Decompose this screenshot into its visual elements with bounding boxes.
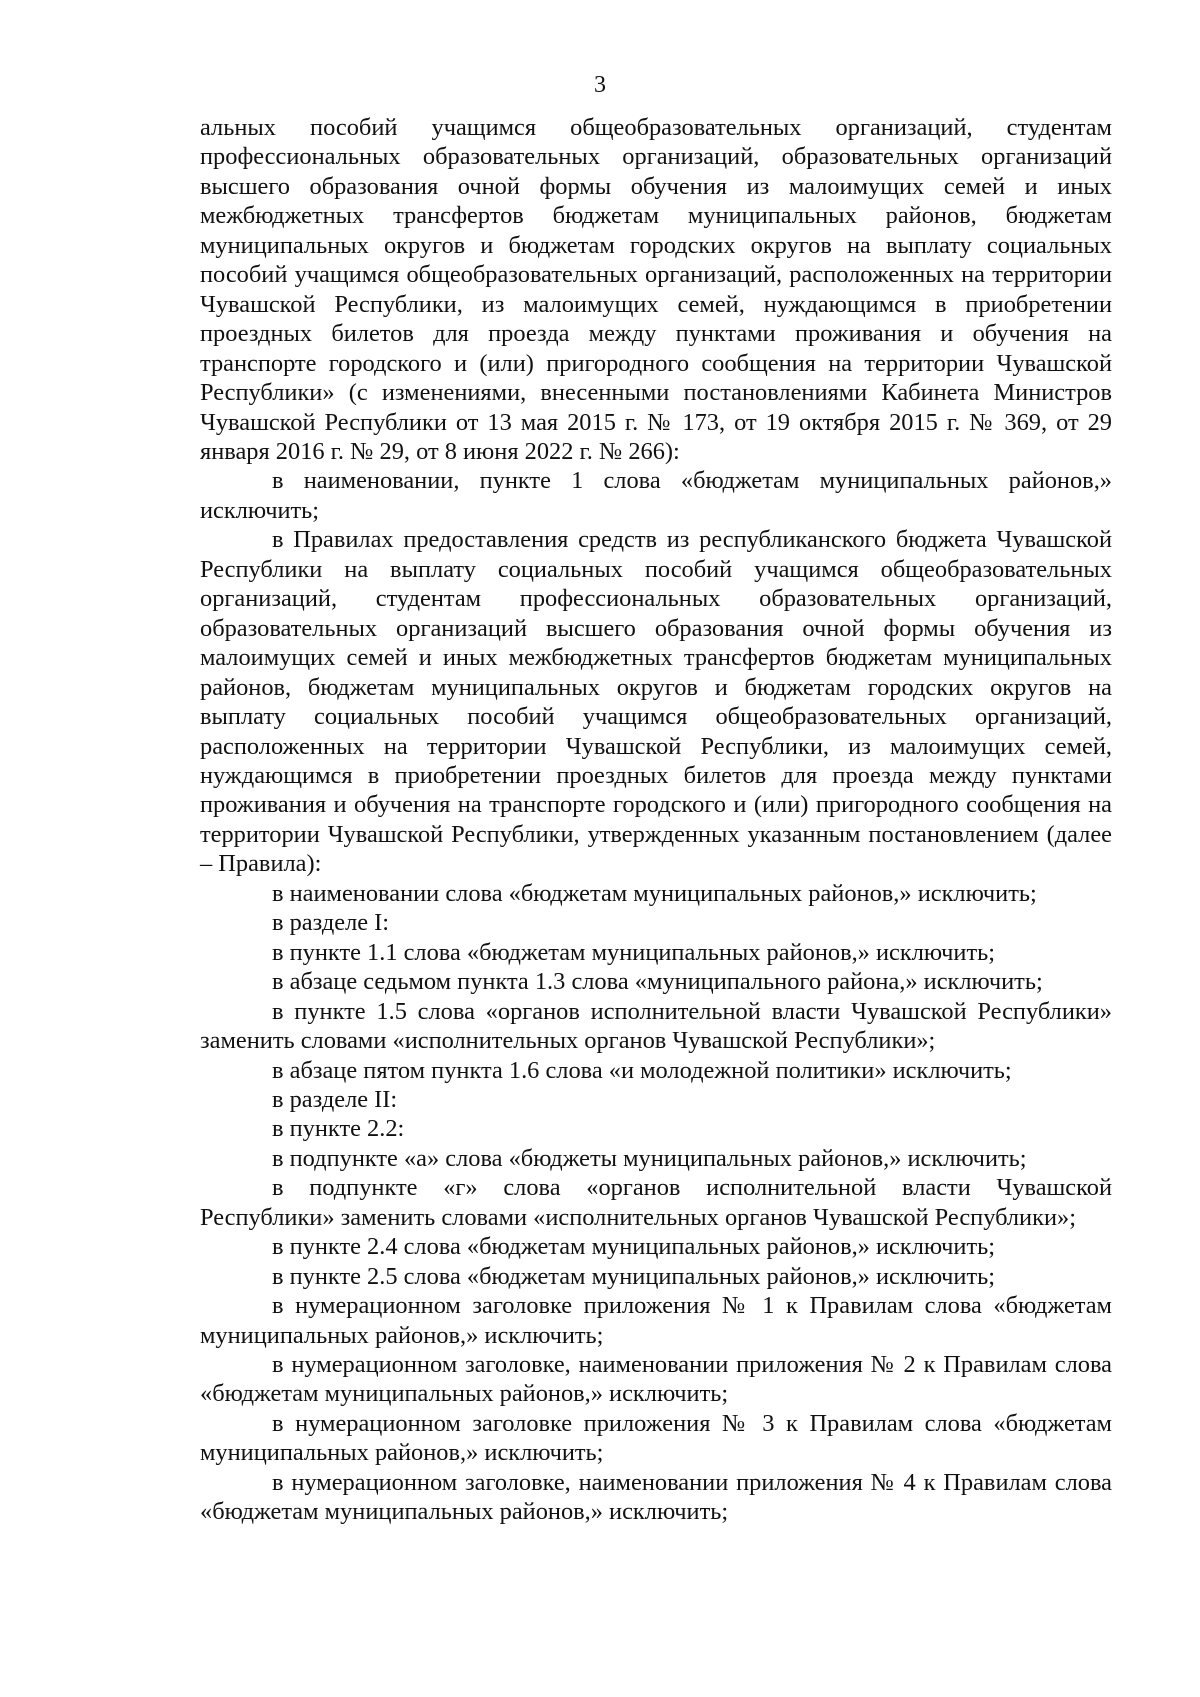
paragraph: в пункте 1.5 слова «органов исполнительной власти Чувашской Республики» заменить словами «исполнительных органов Чувашской Республики»; — [200, 997, 1112, 1055]
paragraph: в нумерационном заголовке, наименовании приложения № 4 к Правилам слова «бюджетам муниципальных районов,» исключить; — [200, 1468, 1112, 1526]
paragraph: в нумерационном заголовке приложения № 1 к Правилам слова «бюджетам муниципальных районов,» исключить; — [200, 1292, 1112, 1349]
document-body — [200, 113, 1112, 1527]
paragraph: в разделе II: — [272, 1085, 398, 1113]
paragraph: в нумерационном заголовке, наименовании приложения № 2 к Правилам слова «бюджетам муниципальных районов,» исключить; — [200, 1351, 1112, 1408]
paragraph: альных пособий учащимся общеобразовательных организаций, студентам профессиональных образовательных организаций, образовательных организаций высшего образования очной формы обучения из малоимущих семей и иных межбюджетных трансфертов бюджетам муниципальных районов, бюджетам муниципальных округов и бюджетам городских округов на выплату социальных пособий учащимся общеобразовательных организаций, расположенных на территории Чувашской Республики, из малоимущих семей, нуждающимся в приобретении проездных билетов для проезда между пунктами проживания и обучения на транспорте городского и (или) пригородного сообщения на территории Чувашской Республики» (с изменениями, внесенными постановлениями Кабинета Министров Чувашской Республики от 13 мая 2015 г. № 173, от 19 октября 2015 г. № 369, от 29 января 2016 г. № 29, от 8 июня 2022 г. № 266): — [200, 114, 1112, 465]
paragraph: в пункте 2.4 слова «бюджетам муниципальных районов,» исключить; — [272, 1233, 996, 1261]
paragraph: в подпункте «г» слова «органов исполнительной власти Чувашской Республики» заменить словами «исполнительных органов Чувашской Республики»; — [200, 1174, 1112, 1231]
paragraph: в нумерационном заголовке приложения № 3 к Правилам слова «бюджетам муниципальных районов,» исключить; — [200, 1409, 1112, 1467]
paragraph: в абзаце седьмом пункта 1.3 слова «муниципального района,» исключить; — [272, 968, 1043, 996]
paragraph: в подпункте «а» слова «бюджеты муниципальных районов,» исключить; — [272, 1144, 1027, 1172]
paragraph: в абзаце пятом пункта 1.6 слова «и молодежной политики» исключить; — [272, 1056, 1012, 1084]
paragraph: в наименовании слова «бюджетам муниципальных районов,» исключить; — [272, 879, 1037, 907]
page-number: 3 — [594, 72, 606, 98]
paragraph: в наименовании, пункте 1 слова «бюджетам муниципальных районов,» исключить; — [200, 467, 1112, 524]
paragraph: в разделе I: — [272, 909, 390, 937]
paragraph: в Правилах предоставления средств из республиканского бюджета Чувашской Республики на выплату социальных пособий учащимся общеобразовательных организаций, студентам профессиональных образовательных организаций, образовательных организаций высшего образования очной формы обучения из малоимущих семей и иных межбюджетных трансфертов бюджетам муниципальных районов, бюджетам муниципальных округов и бюджетам городских округов на выплату социальных пособий учащимся общеобразовательных организаций, расположенных на территории Чувашской Республики, из малоимущих семей, нуждающимся в приобретении проездных билетов для проезда между пунктами проживания и обучения на транспорте городского и (или) пригородного сообщения на территории Чувашской Республики, утвержденных указанным постановлением (далее – Правила): — [200, 526, 1112, 878]
paragraph: в пункте 2.2: — [272, 1115, 405, 1143]
paragraph: в пункте 2.5 слова «бюджетам муниципальных районов,» исключить; — [272, 1262, 996, 1290]
paragraph: в пункте 1.1 слова «бюджетам муниципальных районов,» исключить; — [272, 938, 996, 966]
